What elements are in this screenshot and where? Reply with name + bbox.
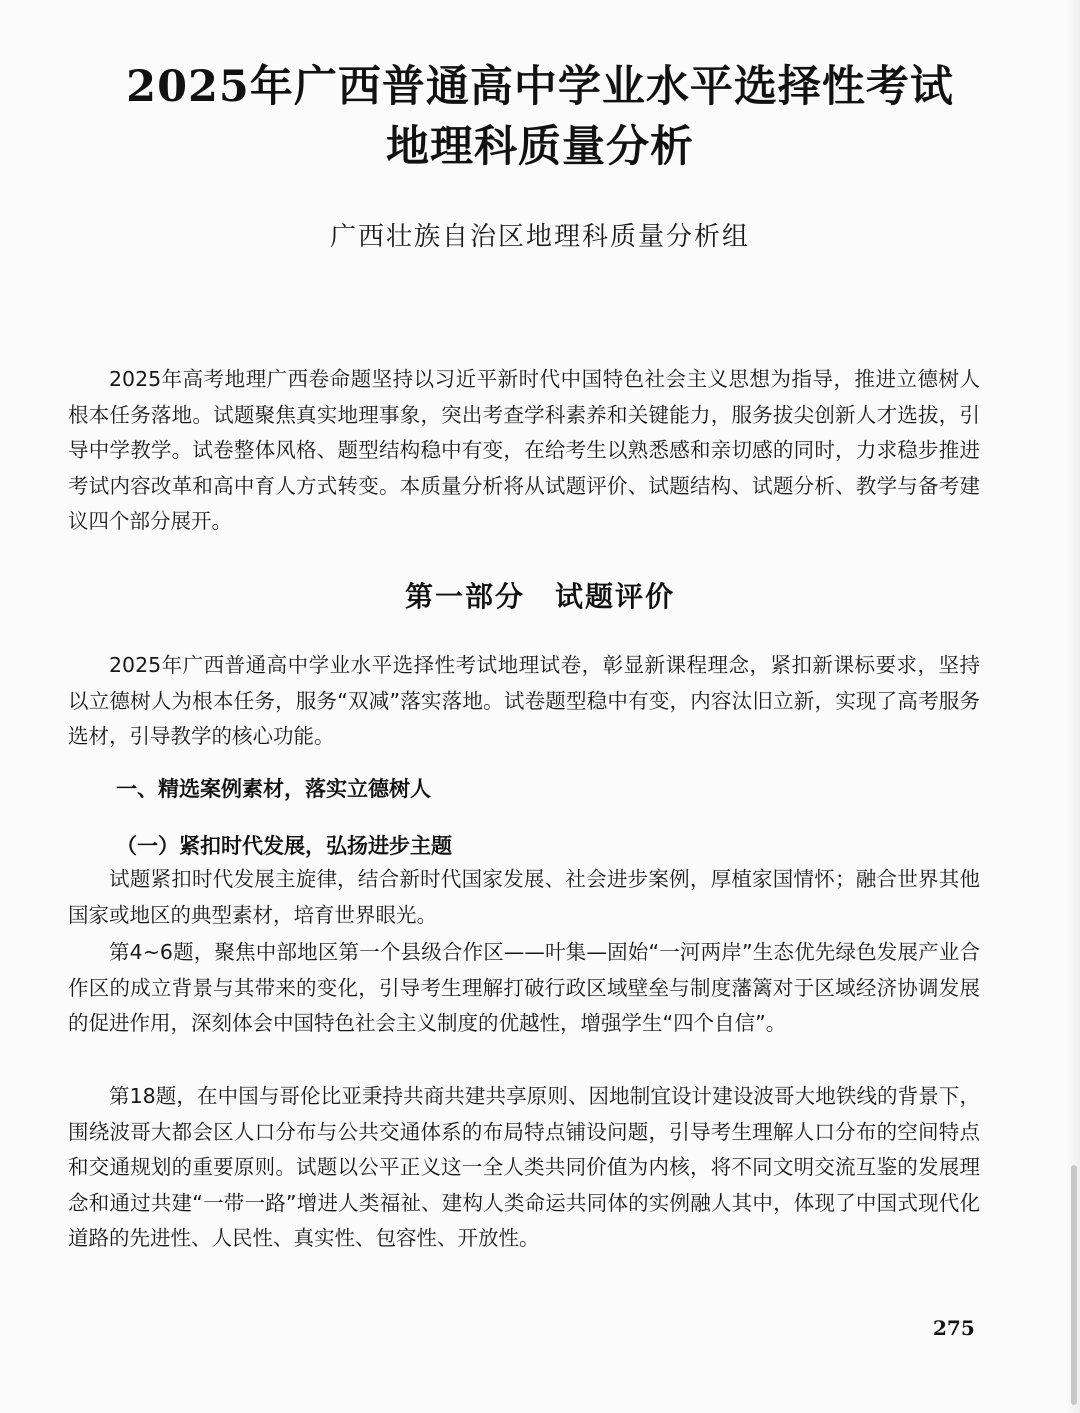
document-author: 广西壮族自治区地理科质量分析组	[329, 222, 750, 252]
page-number: 275	[933, 1316, 975, 1340]
document-title-line-1: 2025年广西普通高中学业水平选择性考试	[126, 62, 954, 112]
subheading-level-1: 一、精选案例素材，落实立德树人	[116, 777, 431, 801]
section-heading: 第一部分 试题评价	[404, 580, 675, 613]
subheading-level-2: （一）紧扣时代发展，弘扬进步主题	[116, 834, 452, 858]
scroll-indicator[interactable]	[1071, 1165, 1077, 1405]
section-paragraph-1: 2025年广西普通高中学业水平选择性考试地理试卷，彰显新课程理念，紧扣新课标要求，坚持以立德树人为根本任务，服务“双减”落实落地。试卷题型稳中有变，内容汰旧立新，实现了高考服务选材，引导教学的核心功能。	[68, 653, 980, 748]
section-paragraph-4: 第18题，在中国与哥伦比亚秉持共商共建共享原则、因地制宜设计建设波哥大地铁线的背景下，围绕波哥大都会区人口分布与公共交通体系的布局特点铺设问题，引导考生理解人口分布的空间特点和交通规划的重要原则。试题以公平正义这一全人类共同价值为内核，将不同文明交流互鉴的发展理念和通过共建“一带一路”增进人类福祉、建构人类命运共同体的实例融人其中，体现了中国式现代化道路的先进性、人民性、真实性、包容性、开放性。	[68, 1084, 980, 1250]
section-paragraph-2: 试题紧扣时代发展主旋律，结合新时代国家发展、社会进步案例，厚植家国情怀；融合世界其他国家或地区的典型素材，培育世界眼光。	[68, 867, 980, 927]
intro-paragraph: 2025年高考地理广西卷命题坚持以习近平新时代中国特色社会主义思想为指导，推进立德树人根本任务落地。试题聚焦真实地理事象，突出考查学科素养和关键能力，服务拔尖创新人才选拔，引导中学教学。试卷整体风格、题型结构稳中有变，在给考生以熟悉感和亲切感的同时，力求稳步推进考试内容改革和高中育人方式转变。本质量分析将从试题评价、试题结构、试题分析、教学与备考建议四个部分展开。	[68, 367, 980, 533]
section-paragraph-3: 第4~6题，聚焦中部地区第一个县级合作区——叶集—固始“一河两岸”生态优先绿色发展产业合作区的成立背景与其带来的变化，引导考生理解打破行政区域壁垒与制度藩篱对于区域经济协调发展的促进作用，深刻体会中国特色社会主义制度的优越性，增强学生“四个自信”。	[68, 940, 980, 1035]
document-title-line-2: 地理科质量分析	[386, 122, 694, 172]
